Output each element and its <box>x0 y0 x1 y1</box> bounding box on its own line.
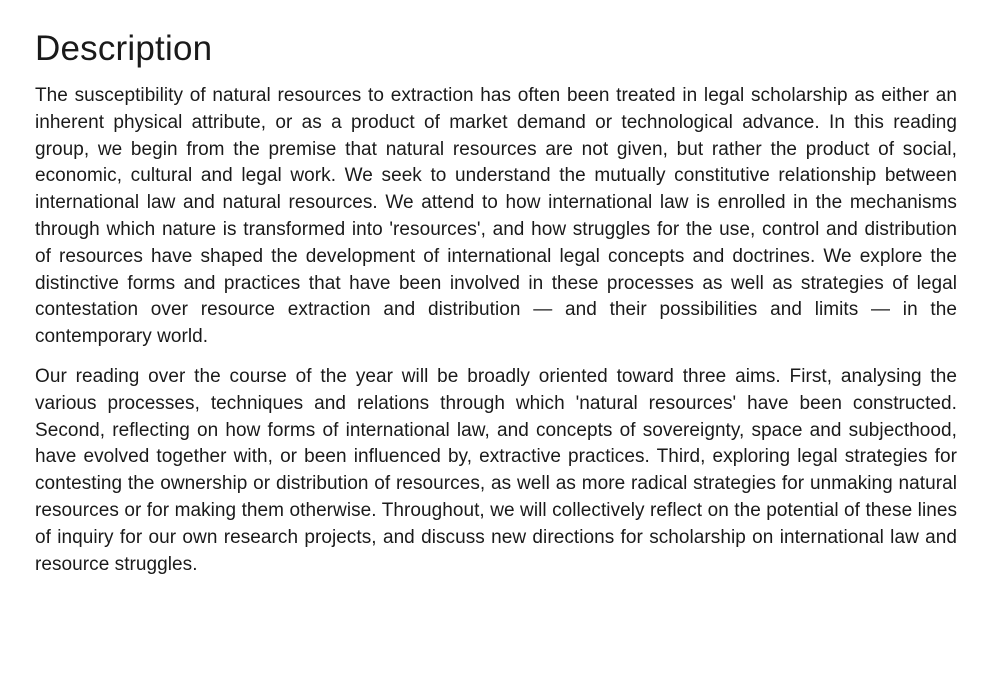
description-paragraph-1: The susceptibility of natural resources to extraction has often been treated in legal scholarship as either an inherent physical attribute, or as a product of market demand or technological advance. In this reading group, we begin from the premise that natural resources are not given, but rather the product of social, economic, cultural and legal work. We seek to understand the mutually constitutive relationship between international law and natural resources. We attend to how international law is enrolled in the mechanisms through which nature is transformed into 'resources', and how struggles for the use, control and distribution of resources have shaped the development of international legal concepts and doctrines. We explore the distinctive forms and practices that have been involved in these processes as well as strategies of legal contestation over resource extraction and distribution — and their possibilities and limits — in the contemporary world. <box>35 85 957 348</box>
description-section <box>35 26 957 591</box>
description-paragraph-2: Our reading over the course of the year will be broadly oriented toward three aims. First, analysing the various processes, techniques and relations through which 'natural resources' have been constructed. Second, reflecting on how forms of international law, and concepts of sovereignty, space and subjecthood, have evolved together with, or been influenced by, extractive practices. Third, exploring legal strategies for contesting the ownership or distribution of resources, as well as more radical strategies for unmaking natural resources or for making them otherwise. Throughout, we will collectively reflect on the potential of these lines of inquiry for our own research projects, and discuss new directions for scholarship on international law and resource struggles. <box>35 365 957 575</box>
section-heading: Description <box>35 29 213 68</box>
